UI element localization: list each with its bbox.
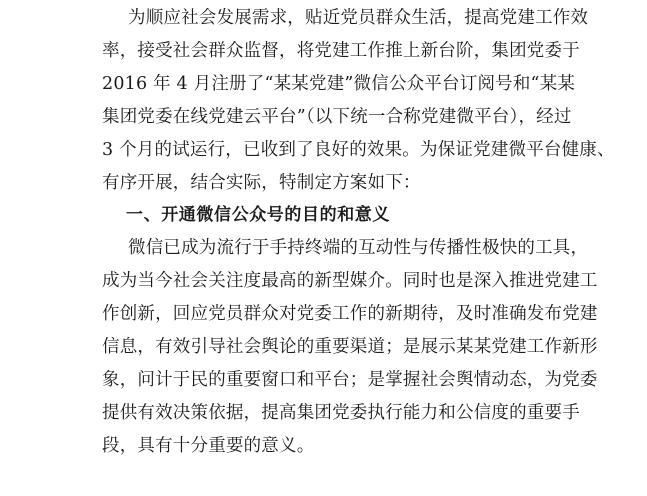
paragraph-2-line-7: 段，具有十分重要的意义。	[102, 436, 315, 456]
paragraph-1-line-4: 集团党委在线党建云平台”（以下统一合称党建微平台），经过	[102, 107, 572, 127]
paragraph-1-line-3: 2016 年 4 月注册了“某某党建”微信公众平台订阅号和“某某	[102, 74, 576, 94]
paragraph-2-line-3: 作创新，回应党员群众对党委工作的新期待，及时准确发布党建	[102, 304, 598, 324]
paragraph-1-line-2: 率，接受社会群众监督，将党建工作推上新台阶，集团党委于	[102, 41, 580, 61]
paragraph-2-line-1: 微信已成为流行于手持终端的互动性与传播性极快的工具，	[128, 238, 589, 258]
section-heading: 一、开通微信公众号的目的和意义	[126, 205, 390, 225]
paragraph-1-line-6: 有序开展，结合实际，特制定方案如下：	[102, 173, 421, 193]
paragraph-2-line-2: 成为当今社会关注度最高的新型媒介。同时也是深入推进党建工	[102, 271, 598, 291]
paragraph-1-line-1: 为顺应社会发展需求，贴近党员群众生活，提高党建工作效	[128, 8, 589, 28]
paragraph-2-line-4: 信息，有效引导社会舆论的重要渠道；是展示某某党建工作新形	[102, 337, 598, 357]
paragraph-1-line-5: 3 个月的试运行，已收到了良好的效果。为保证党建微平台健康、	[102, 140, 615, 160]
paragraph-2-line-6: 提供有效决策依据，提高集团党委执行能力和公信度的重要手	[102, 403, 580, 423]
paragraph-2-line-5: 象，问计于民的重要窗口和平台；是掌握社会舆情动态，为党委	[102, 370, 598, 390]
